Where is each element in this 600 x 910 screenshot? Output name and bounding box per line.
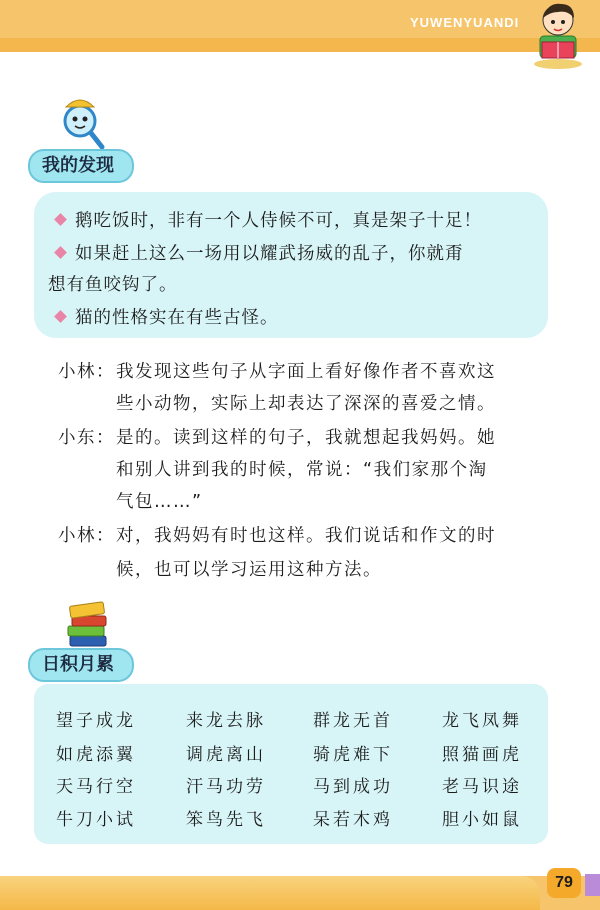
- dialogue-line: 是的。读到这样的句子，我就想起我妈妈。她: [116, 428, 496, 448]
- section-title-accumulate: 日积月累: [28, 648, 134, 682]
- dialogue-speaker: 小林：: [58, 526, 115, 546]
- dialogue-line: 对，我妈妈有时也这样。我们说话和作文的时: [116, 526, 496, 546]
- idiom: 龙飞凤舞: [442, 711, 522, 731]
- idiom: 天马行空: [56, 777, 136, 797]
- dialogue-line: 和别人讲到我的时候，常说：“我们家那个淘: [116, 460, 488, 480]
- idiom: 群龙无首: [313, 711, 393, 731]
- reading-boy-illustration: [528, 0, 586, 70]
- sentence-3: 猫的性格实在有些古怪。: [56, 304, 279, 329]
- idiom: 胆小如鼠: [442, 810, 522, 830]
- idiom: 呆若木鸡: [313, 810, 393, 830]
- stacked-books-icon: [64, 598, 110, 650]
- idiom: 笨鸟先飞: [186, 810, 266, 830]
- series-title: YUWENYUANDI: [410, 15, 520, 30]
- sentence-2-continued: 想有鱼咬钩了。: [48, 275, 178, 295]
- diamond-bullet-icon: [54, 213, 67, 226]
- idiom: 马到成功: [313, 777, 393, 797]
- dialogue-line: 气包……”: [116, 492, 203, 512]
- idiom: 来龙去脉: [186, 711, 266, 731]
- diamond-bullet-icon: [54, 246, 67, 259]
- idiom: 照猫画虎: [442, 745, 522, 765]
- idiom: 调虎离山: [186, 745, 266, 765]
- idiom: 如虎添翼: [56, 745, 136, 765]
- idiom: 牛刀小试: [56, 810, 136, 830]
- dialogue-speaker: 小东：: [58, 428, 115, 448]
- diamond-bullet-icon: [54, 310, 67, 323]
- dialogue-line: 我发现这些句子从字面上看好像作者不喜欢这: [116, 362, 496, 382]
- header-stripe: [0, 38, 600, 52]
- idiom: 汗马功劳: [186, 777, 266, 797]
- sentence-2: 如果赶上这么一场用以耀武扬威的乱子，你就甭: [56, 240, 464, 265]
- section-title-discover: 我的发现: [28, 149, 134, 183]
- sentence-1: 鹅吃饭时，非有一个人侍候不可，真是架子十足！: [56, 207, 482, 232]
- page-edge-tab: [585, 874, 600, 896]
- magnifier-mascot-icon: [58, 95, 108, 153]
- idiom: 老马识途: [442, 777, 522, 797]
- dialogue-line: 候，也可以学习运用这种方法。: [116, 560, 382, 580]
- idiom: 骑虎难下: [313, 745, 393, 765]
- footer-stripe: [0, 876, 540, 910]
- dialogue-line: 些小动物，实际上却表达了深深的喜爱之情。: [116, 394, 496, 414]
- page-number: 79: [547, 868, 581, 898]
- dialogue-speaker: 小林：: [58, 362, 115, 382]
- idiom: 望子成龙: [56, 711, 136, 731]
